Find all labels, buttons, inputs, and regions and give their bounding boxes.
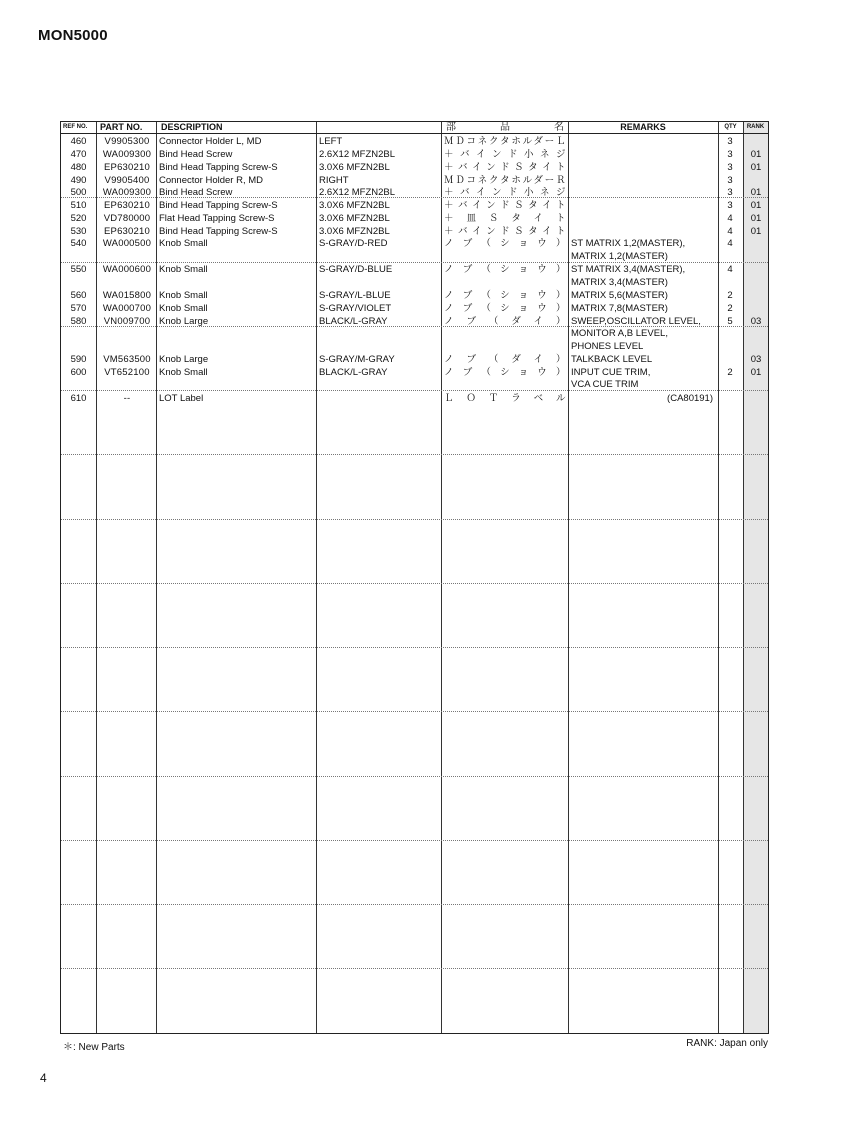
remarks: MATRIX 5,6(MASTER): [571, 290, 668, 301]
table-row: [61, 302, 768, 315]
specification: S-GRAY/D-RED: [319, 238, 388, 249]
ref-no: 580: [70, 316, 87, 327]
table-row: [61, 135, 768, 148]
japanese-name: ＭＤコネクタホルダーＲ: [444, 175, 566, 186]
quantity: 4: [727, 213, 733, 224]
quantity: 4: [727, 264, 733, 275]
specification: S-GRAY/D-BLUE: [319, 264, 393, 275]
remarks: MATRIX 7,8(MASTER): [571, 303, 668, 314]
japanese-name: ノブ（ダイ）: [444, 316, 566, 327]
ref-no: 600: [70, 367, 87, 378]
part-no: WA000700: [102, 303, 152, 314]
ref-no: 540: [70, 238, 87, 249]
specification: 3.0X6 MFZN2BL: [319, 162, 390, 173]
row-separator: [61, 840, 768, 841]
part-no: V9905400: [104, 175, 150, 186]
quantity: 3: [727, 162, 733, 173]
part-no: VD780000: [103, 213, 151, 224]
part-no: VT652100: [104, 367, 150, 378]
quantity: 2: [727, 367, 733, 378]
description: LOT Label: [159, 393, 204, 404]
part-no: EP630210: [104, 226, 150, 237]
header-description: DESCRIPTION: [161, 122, 223, 132]
remarks: MONITOR A,B LEVEL,: [571, 328, 668, 339]
header-jp-char: 名: [554, 122, 564, 133]
description: Knob Small: [159, 264, 208, 275]
quantity: 5: [727, 316, 733, 327]
rank-note: RANK: Japan only: [686, 1038, 768, 1049]
part-no: --: [123, 393, 131, 404]
quantity: 2: [727, 290, 733, 301]
rank: 01: [750, 200, 762, 211]
description: Knob Large: [159, 316, 209, 327]
part-no: EP630210: [104, 200, 150, 211]
table-row: [61, 237, 768, 250]
row-separator: [61, 776, 768, 777]
japanese-name: ノブ（ショウ）: [444, 238, 566, 249]
new-parts-note: ＊: New Parts: [63, 1042, 125, 1053]
ref-no: 590: [70, 354, 87, 365]
header-remarks: REMARKS: [620, 122, 666, 132]
specification: 3.0X6 MFZN2BL: [319, 213, 390, 224]
description: Bind Head Tapping Screw-S: [159, 162, 278, 173]
part-no: WA000600: [102, 264, 152, 275]
remarks: INPUT CUE TRIM,: [571, 367, 651, 378]
remarks: VCA CUE TRIM: [571, 379, 639, 390]
row-separator: [61, 519, 768, 520]
specification: 3.0X6 MFZN2BL: [319, 226, 390, 237]
quantity: 3: [727, 187, 733, 198]
rank: 01: [750, 213, 762, 224]
ref-no: 530: [70, 226, 87, 237]
rank: 01: [750, 162, 762, 173]
rank: 01: [750, 367, 762, 378]
japanese-name: ＭＤコネクタホルダーＬ: [444, 136, 566, 147]
description: Bind Head Screw: [159, 149, 233, 160]
quantity: 3: [727, 136, 733, 147]
description: Knob Small: [159, 290, 208, 301]
header-jp-char: 部: [446, 122, 456, 133]
ref-no: 490: [70, 175, 87, 186]
description: Knob Small: [159, 367, 208, 378]
header-part-no: PART NO.: [100, 122, 143, 132]
japanese-name: ＬＯＴラベル: [444, 393, 566, 404]
japanese-name: ノブ（ショウ）: [444, 303, 566, 314]
description: Bind Head Screw: [159, 187, 233, 198]
description: Bind Head Tapping Screw-S: [159, 226, 278, 237]
table-row: [61, 289, 768, 302]
part-no: EP630210: [104, 162, 150, 173]
header-japanese-name: [442, 122, 568, 133]
part-no: WA015800: [102, 290, 152, 301]
specification: LEFT: [319, 136, 343, 147]
specification: BLACK/L-GRAY: [319, 316, 388, 327]
table-row: [61, 148, 768, 161]
japanese-name: ＋バインドＳタイト: [444, 226, 566, 237]
table-row: [61, 212, 768, 225]
description: Knob Small: [159, 303, 208, 314]
part-no: WA000500: [102, 238, 152, 249]
row-separator: [61, 454, 768, 455]
japanese-name: ノブ（ショウ）: [444, 264, 566, 275]
specification: 2.6X12 MFZN2BL: [319, 149, 396, 160]
remarks: MATRIX 1,2(MASTER): [571, 251, 668, 262]
part-no: VM563500: [103, 354, 151, 365]
table-row: [61, 353, 768, 366]
header-jp-char: 品: [500, 122, 510, 133]
description: Connector Holder R, MD: [159, 175, 264, 186]
description: Connector Holder L, MD: [159, 136, 262, 147]
ref-no: 560: [70, 290, 87, 301]
rank: 03: [750, 316, 762, 327]
description: Knob Large: [159, 354, 209, 365]
page-number: 4: [40, 1071, 47, 1085]
description: Flat Head Tapping Screw-S: [159, 213, 275, 224]
table-row: [61, 161, 768, 174]
table-row: [61, 340, 768, 353]
japanese-name: ＋バインドＳタイト: [444, 162, 566, 173]
row-separator: [61, 583, 768, 584]
table-row: [61, 327, 768, 340]
rank: 03: [750, 354, 762, 365]
specification: 2.6X12 MFZN2BL: [319, 187, 396, 198]
japanese-name: ＋皿Ｓタイト: [444, 213, 566, 224]
japanese-name: ＋バインド小ネジ: [444, 149, 566, 160]
ref-no: 470: [70, 149, 87, 160]
table-row: [61, 392, 768, 405]
quantity: 3: [727, 200, 733, 211]
ref-no: 500: [70, 187, 87, 198]
ref-no: 570: [70, 303, 87, 314]
ref-no: 510: [70, 200, 87, 211]
header-ref-no: REF NO.: [63, 124, 88, 130]
remarks: TALKBACK LEVEL: [571, 354, 653, 365]
japanese-name: ノブ（ショウ）: [444, 290, 566, 301]
header-rank: RANK: [746, 124, 765, 130]
rank: 01: [750, 149, 762, 160]
quantity: 4: [727, 226, 733, 237]
header-divider: [61, 133, 768, 134]
specification: S-GRAY/M-GRAY: [319, 354, 395, 365]
japanese-name: ＋バインドＳタイト: [444, 200, 566, 211]
remarks: (CA80191): [667, 393, 713, 404]
page-title: MON5000: [38, 27, 108, 44]
remarks: PHONES LEVEL: [571, 341, 644, 352]
japanese-name: ノブ（ダイ）: [444, 354, 566, 365]
quantity: 3: [727, 149, 733, 160]
part-no: WA009300: [102, 149, 152, 160]
japanese-name: ノブ（ショウ）: [444, 367, 566, 378]
specification: 3.0X6 MFZN2BL: [319, 200, 390, 211]
quantity: 3: [727, 175, 733, 186]
description: Knob Small: [159, 238, 208, 249]
specification: BLACK/L-GRAY: [319, 367, 388, 378]
row-separator: [61, 647, 768, 648]
remarks: MATRIX 3,4(MASTER): [571, 277, 668, 288]
part-no: VN009700: [103, 316, 151, 327]
ref-no: 480: [70, 162, 87, 173]
specification: RIGHT: [319, 175, 349, 186]
japanese-name: ＋バインド小ネジ: [444, 187, 566, 198]
quantity: 4: [727, 238, 733, 249]
part-no: WA009300: [102, 187, 152, 198]
specification: S-GRAY/VIOLET: [319, 303, 392, 314]
part-no: V9905300: [104, 136, 150, 147]
quantity: 2: [727, 303, 733, 314]
table-row: [61, 276, 768, 289]
row-separator: [61, 711, 768, 712]
description: Bind Head Tapping Screw-S: [159, 200, 278, 211]
table-row: [61, 378, 768, 391]
table-row: [61, 199, 768, 212]
table-row: [61, 186, 768, 199]
rank: 01: [750, 187, 762, 198]
row-separator: [61, 904, 768, 905]
ref-no: 460: [70, 136, 87, 147]
table-row: [61, 263, 768, 276]
ref-no: 550: [70, 264, 87, 275]
remarks: ST MATRIX 3,4(MASTER),: [571, 264, 686, 275]
row-separator: [61, 968, 768, 969]
ref-no: 520: [70, 213, 87, 224]
header-qty: QTY: [724, 124, 737, 130]
specification: S-GRAY/L-BLUE: [319, 290, 391, 301]
remarks: ST MATRIX 1,2(MASTER),: [571, 238, 686, 249]
table-row: [61, 250, 768, 263]
rank: 01: [750, 226, 762, 237]
remarks: SWEEP,OSCILLATOR LEVEL,: [571, 316, 701, 327]
ref-no: 610: [70, 393, 87, 404]
